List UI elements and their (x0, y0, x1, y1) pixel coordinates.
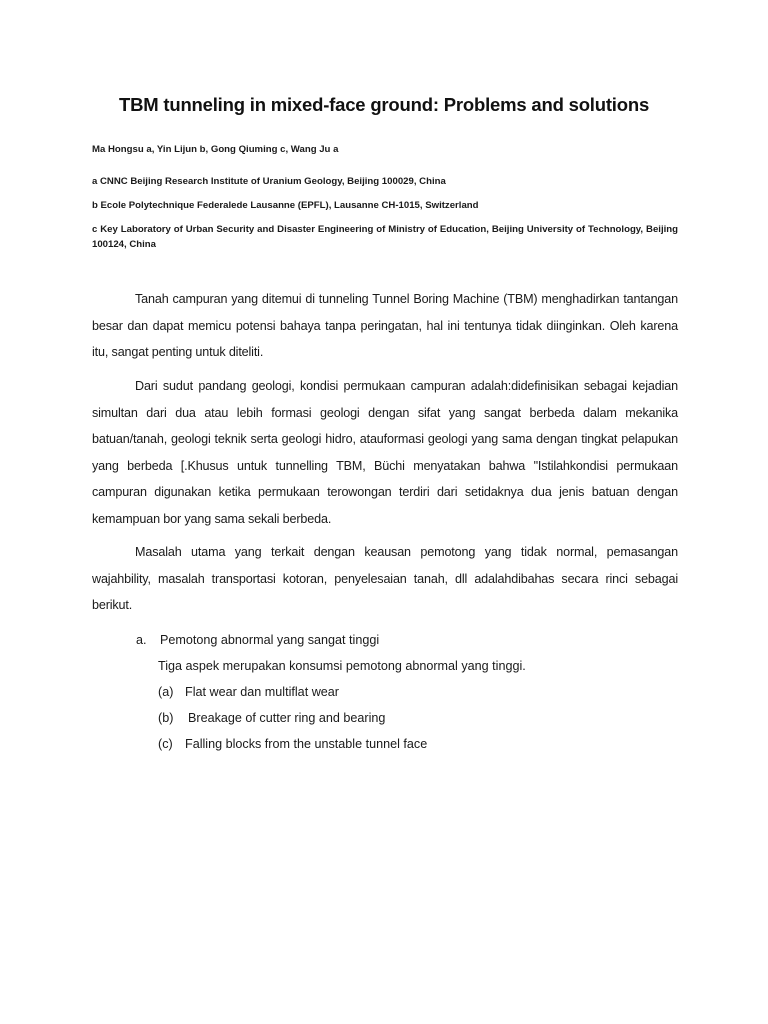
paragraph-1-text: Tanah campuran yang ditemui di tunneling Tunnel Boring Machine (TBM) menghadirkan tantangan besar dan dapat memicu potensi bahaya tanpa peringatan, hal ini tentunya tidak diinginkan. Oleh karena itu, sangat penting untuk diteliti. (92, 292, 678, 359)
list-item (158, 737, 427, 751)
list-heading (136, 633, 379, 647)
affiliation-c: c Key Laboratory of Urban Security and Disaster Engineering of Ministry of Education, Beijing University of Technology, Beijing 100124, China (92, 224, 678, 250)
list-item-text: Breakage of cutter ring and bearing (188, 711, 386, 725)
list-item-marker: (a) (158, 685, 174, 699)
affiliation-a: a CNNC Beijing Research Institute of Uranium Geology, Beijing 100029, China (92, 176, 446, 187)
list-intro: Tiga aspek merupakan konsumsi pemotong abnormal yang tinggi. (158, 659, 526, 673)
list-item-marker: (b) (158, 711, 174, 725)
list-heading-marker: a. (136, 633, 147, 647)
paragraph-3 (92, 539, 678, 619)
author-list: Ma Hongsu a, Yin Lijun b, Gong Qiuming c, Wang Ju a (92, 144, 339, 155)
affiliation-b: b Ecole Polytechnique Federalede Lausanne (EPFL), Lausanne CH-1015, Switzerland (92, 200, 479, 211)
paragraph-1 (92, 286, 678, 366)
list-item (158, 685, 339, 699)
document-title: TBM tunneling in mixed-face ground: Problems and solutions (118, 94, 650, 115)
paragraph-2-text: Dari sudut pandang geologi, kondisi permukaan campuran adalah:didefinisikan sebagai kejadian simultan dari dua atau lebih formasi geologi dengan sifat yang sangat berbeda dalam mekanika batuan/tanah, geologi teknik serta geologi hidro, atauformasi geologi yang sama dengan tingkat pelapukan yang berbeda [.Khusus untuk tunnelling TBM, Büchi menyatakan bahwa "Istilahkondisi permukaan campuran digunakan ketika permukaan terowongan terdiri dari setidaknya dua jenis batuan dengan kemampuan bor yang sama sekali berbeda. (92, 379, 678, 526)
list-heading-text: Pemotong abnormal yang sangat tinggi (160, 633, 380, 647)
list-item-marker: (c) (158, 737, 173, 751)
list-item-text: Flat wear dan multiflat wear (185, 685, 339, 699)
paragraph-3-text: Masalah utama yang terkait dengan keausan pemotong yang tidak normal, pemasangan wajahbility, masalah transportasi kotoran, penyelesaian tanah, dll adalahdibahas secara rinci sebagai berikut. (92, 545, 678, 612)
list-item (158, 711, 385, 725)
list-item-text: Falling blocks from the unstable tunnel face (185, 737, 428, 751)
paragraph-2 (92, 373, 678, 532)
